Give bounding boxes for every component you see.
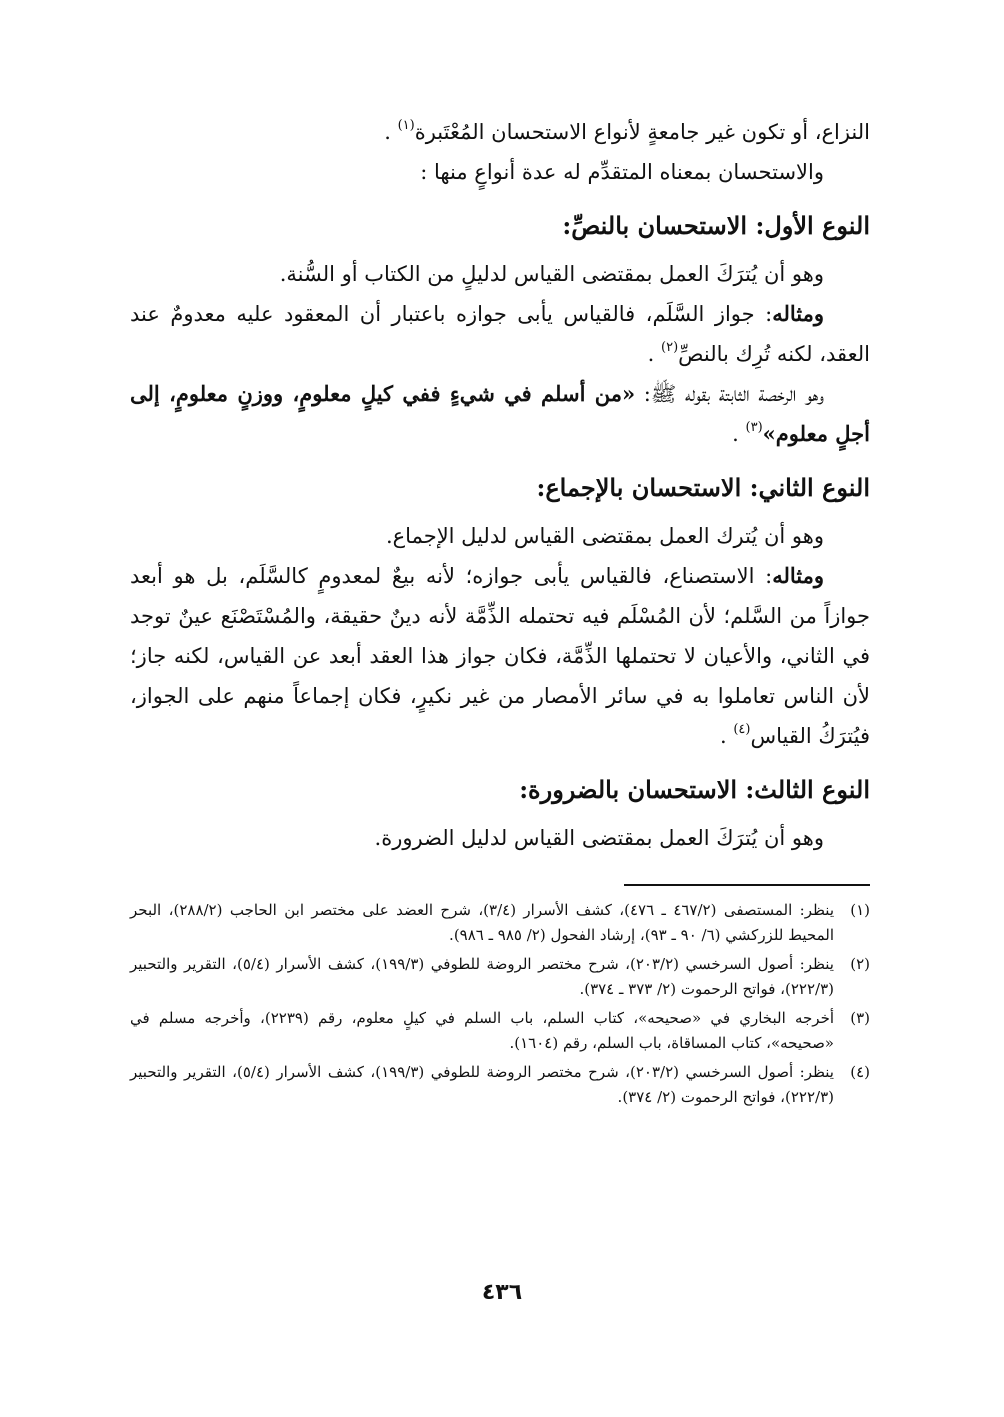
footnote-text: ينظر: المستصفى (٤٦٧/٢ ـ ٤٧٦)، كشف الأسرار (٣/٤)، شرح العضد على مختصر ابن الحاجب (٢٨٨/٢)، البحر المحيط للزركشي (٦/ ٩٠ ـ ٩٣)، إرشاد الفحول (٢/ ٩٨٥ ـ ٩٨٦). — [130, 901, 834, 944]
page-number: ٤٣٦ — [481, 1280, 523, 1305]
example-lead: ومثاله — [772, 301, 824, 326]
paragraph-5 — [130, 374, 870, 454]
paragraph-end: . — [719, 724, 734, 748]
spacer — [130, 858, 870, 884]
paragraph-8: وهو أن يُترَكَ العمل بمقتضى القياس لدليل الضرورة. — [374, 826, 824, 850]
paragraph-text: : الاستصناع، فالقياس يأبى جوازه؛ لأنه بيعٌ لمعدومٍ كالسَّلَم، بل هو أبعد جوازاً من السَّلم؛ لأن المُسْلَم فيه تحتمله الذِّمَّة لأنه دينٌ حقيقة، والمُسْتَصْنَع عينٌ توجد في الثاني، والأعيان لا تحتملها الذِّمَّة، فكان جواز هذا العقد أبعد عن القياس، لكنه جاز؛ لأن الناس تعاملوا به في سائر الأمصار من غير نكيرٍ، فكان إجماعاً منهم على الجواز، فيُترَكُ القياس — [130, 564, 870, 748]
footnote-2 — [130, 952, 870, 1002]
footnotes — [130, 898, 870, 1110]
paragraph-7 — [130, 556, 870, 756]
paragraph-text: وهو الرخصة الثابتة بقوله ﷺ: — [635, 382, 825, 406]
example-lead: ومثاله — [772, 563, 824, 588]
footnote-number: (٤) — [850, 1063, 870, 1081]
paragraph-2: والاستحسان بمعناه المتقدِّم له عدة أنواعٍ منها : — [420, 160, 824, 184]
paragraph-text: : جواز السَّلَم، فالقياس يأبى جوازه باعتبار أن المعقود عليه معدومٌ عند العقد، لكنه تُرِك بالنصِّ — [130, 302, 870, 366]
paragraph-end: . — [384, 120, 398, 144]
paragraph-1 — [130, 112, 870, 152]
paragraph-3: وهو أن يُترَكَ العمل بمقتضى القياس لدليلٍ من الكتاب أو السُّنة. — [279, 262, 824, 286]
heading-type-1: النوع الأول: الاستحسان بالنصِّ: — [562, 211, 870, 240]
heading-type-3: النوع الثالث: الاستحسان بالضرورة: — [519, 775, 870, 804]
footnote-4 — [130, 1060, 870, 1110]
footnote-text: ينظر: أصول السرخسي (٢٠٣/٢)، شرح مختصر الروضة للطوفي (١٩٩/٣)، كشف الأسرار (٥/٤)، التقرير والتحبير (٢٢٢/٣)، فواتح الرحموت (٢/ ٣٧٤). — [130, 1063, 834, 1106]
paragraph-4 — [130, 294, 870, 374]
footnote-ref-2[interactable]: (٢) — [661, 340, 679, 355]
footnote-text: ينظر: أصول السرخسي (٢٠٣/٢)، شرح مختصر الروضة للطوفي (١٩٩/٣)، كشف الأسرار (٥/٤)، التقرير والتحبير (٢٢٢/٣)، فواتح الرحموت (٢/ ٣٧٣ ـ ٣٧٤). — [130, 955, 834, 998]
paragraph-end: . — [647, 342, 661, 366]
footnote-text: أخرجه البخاري في «صحيحه»، كتاب السلم، باب السلم في كيلٍ معلوم، رقم (٢٢٣٩)، وأخرجه مسلم في «صحيحه»، كتاب المساقاة، باب السلم، رقم (١٦٠٤). — [130, 1009, 835, 1052]
footnote-number: (٢) — [850, 955, 870, 973]
footnote-1 — [130, 898, 870, 948]
footnote-separator — [624, 884, 870, 886]
paragraph-text: النزاع، أو تكون غير جامعةٍ لأنواع الاستحسان المُعْتَبرة — [414, 120, 870, 144]
footnote-ref-1[interactable]: (١) — [397, 118, 415, 133]
paragraph-6: وهو أن يُترك العمل بمقتضى القياس لدليل الإجماع. — [385, 524, 824, 548]
hadith-quote: «من أسلم في شيءٍ ففي كيلٍ معلومٍ، ووزنٍ معلومٍ، إلى أجلٍ معلوم» — [130, 381, 870, 446]
page-body — [130, 112, 870, 1114]
paragraph-end: . — [732, 422, 746, 446]
footnote-number: (٣) — [850, 1009, 870, 1027]
footnote-3 — [130, 1006, 870, 1056]
footnote-ref-4[interactable]: (٤) — [733, 722, 751, 737]
footnote-number: (١) — [850, 901, 870, 919]
footnote-ref-3[interactable]: (٣) — [745, 420, 763, 435]
heading-type-2: النوع الثاني: الاستحسان بالإجماع: — [536, 473, 870, 502]
